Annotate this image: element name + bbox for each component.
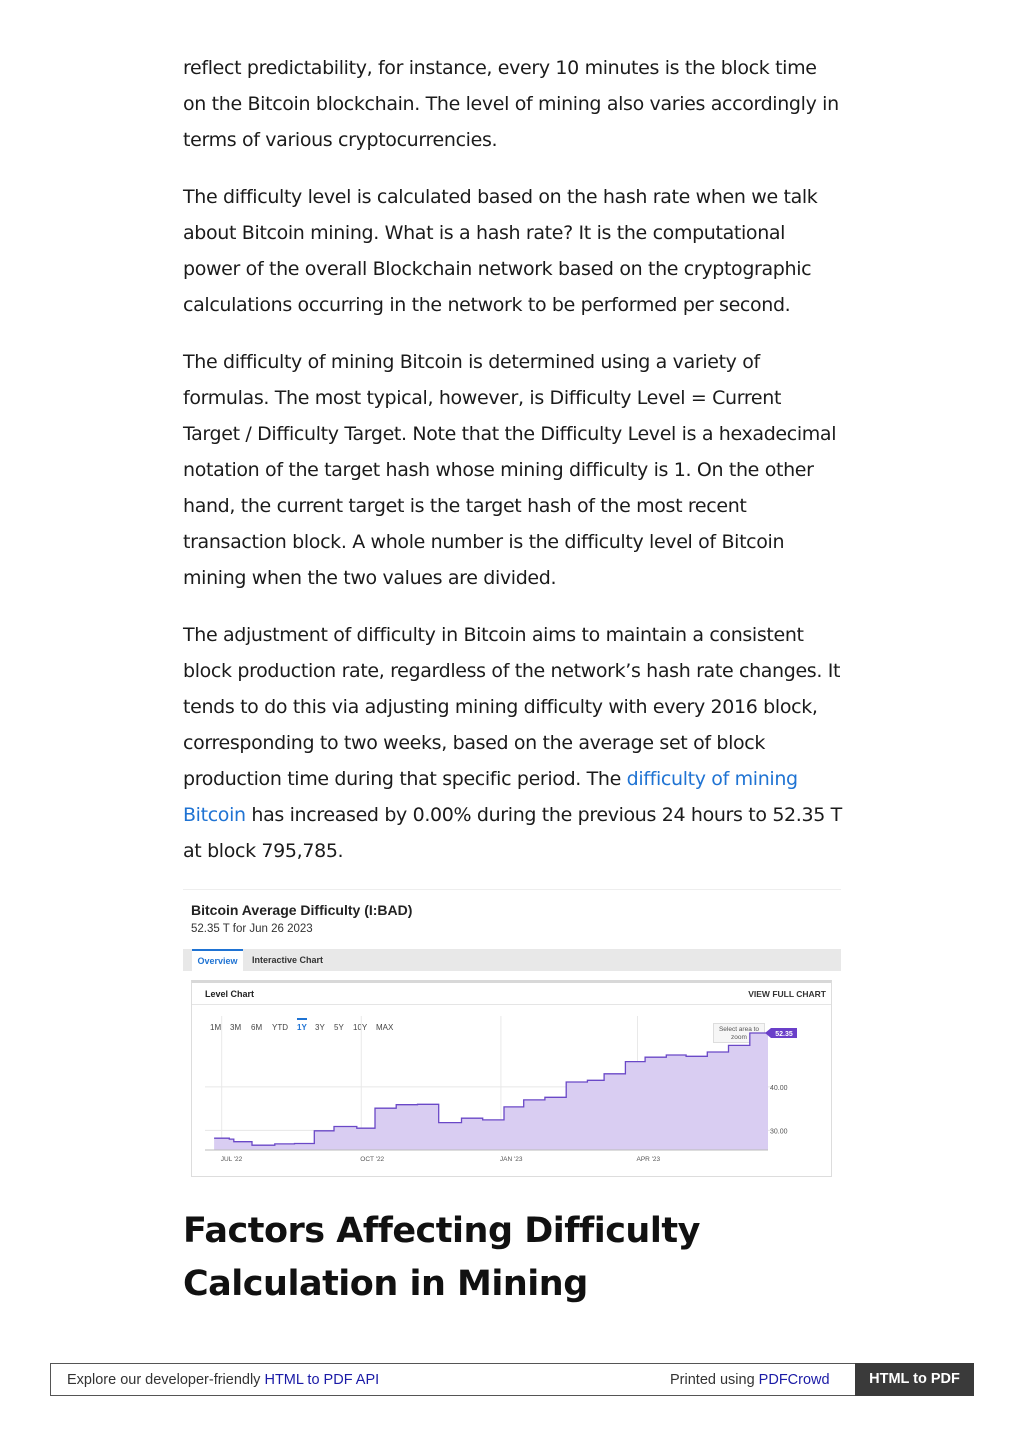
- paragraph-text: has increased by 0.00% during the previous 24 hours to 52.35 T at block 795,785.: [183, 804, 842, 862]
- section-heading: Factors Affecting Difficulty Calculation in Mining: [183, 1211, 700, 1304]
- paragraph-text: The adjustment of difficulty in Bitcoin aims to maintain a consistent block production rate, regardless of the network’s hash rate changes. It tends to do this via adjusting mining difficulty with every 2016 block, corresponding to two weeks, based on the average set of block production time during that specific period. The: [183, 624, 841, 790]
- panel-title: Level Chart: [205, 989, 255, 999]
- article-body: [183, 50, 843, 890]
- html-to-pdf-api-link[interactable]: HTML to PDF API: [264, 1372, 380, 1388]
- view-full-chart-link[interactable]: VIEW FULL CHART: [748, 989, 826, 999]
- range-button[interactable]: MAX: [376, 1023, 394, 1032]
- paragraph: [183, 617, 843, 869]
- y-tick-label: 40.00: [770, 1084, 788, 1092]
- chart-tabbar: [183, 949, 841, 971]
- x-tick-label: JAN '23: [499, 1156, 523, 1163]
- paragraph: The difficulty of mining Bitcoin is determined using a variety of formulas. The most typical, however, is Difficulty Level = Current Target / Difficulty Target. Note that the Difficulty Level is a hexadecimal notation of the target hash whose mining difficulty is 1. On the other hand, the current target is the target hash of the most recent transaction block. A whole number is the difficulty level of Bitcoin mining when the two values are divided.: [183, 351, 837, 589]
- difficulty-chart-card: [183, 889, 841, 1179]
- select-area-hint: Select area to zoom: [713, 1023, 765, 1043]
- range-button[interactable]: 3Y: [315, 1023, 325, 1032]
- level-chart-panel: [191, 980, 832, 1177]
- chart-card-subtitle: 52.35 T for Jun 26 2023: [191, 923, 313, 935]
- range-button[interactable]: 3M: [230, 1023, 242, 1032]
- difficulty-link[interactable]: difficulty of mining Bitcoin: [183, 768, 798, 826]
- x-tick-label: JUL '22: [220, 1156, 243, 1163]
- paragraph: reflect predictability, for instance, every 10 minutes is the block time on the Bitcoin blockchain. The level of mining also varies accordingly in terms of various cryptocurrencies.: [183, 57, 839, 151]
- y-tick-label: 30.00: [770, 1128, 788, 1136]
- x-tick-label: APR '23: [636, 1156, 661, 1163]
- html-to-pdf-button[interactable]: HTML to PDF: [855, 1363, 974, 1396]
- pdfcrowd-link[interactable]: PDFCrowd: [758, 1372, 830, 1388]
- paragraph: The difficulty level is calculated based on the hash rate when we talk about Bitcoin mining. What is a hash rate? It is the computational power of the overall Blockchain network based on the cryptographic calculations occurring in the network to be performed per second.: [183, 186, 818, 316]
- tab-interactive-chart[interactable]: Interactive Chart: [252, 955, 324, 965]
- footer-promo: [67, 1372, 379, 1388]
- last-value-label: 52.35: [775, 1031, 793, 1039]
- chart-card-title: Bitcoin Average Difficulty (I:BAD): [191, 902, 413, 918]
- range-button[interactable]: YTD: [272, 1023, 288, 1032]
- range-button[interactable]: 5Y: [334, 1023, 344, 1032]
- footer-printed-using: [670, 1372, 830, 1388]
- footer-promo-text: Explore our developer-friendly: [67, 1372, 265, 1388]
- range-button-active[interactable]: 1Y: [297, 1023, 307, 1032]
- footer-printed-text: Printed using: [670, 1372, 759, 1388]
- x-tick-label: OCT '22: [360, 1156, 385, 1163]
- difficulty-level-chart[interactable]: [192, 983, 831, 1177]
- range-button[interactable]: 1M: [210, 1023, 222, 1032]
- tab-overview[interactable]: Overview: [192, 949, 243, 971]
- range-button[interactable]: 6M: [251, 1023, 263, 1032]
- difficulty-area: [214, 1033, 768, 1150]
- pdfcrowd-footer: [50, 1363, 974, 1396]
- range-button[interactable]: 10Y: [353, 1023, 368, 1032]
